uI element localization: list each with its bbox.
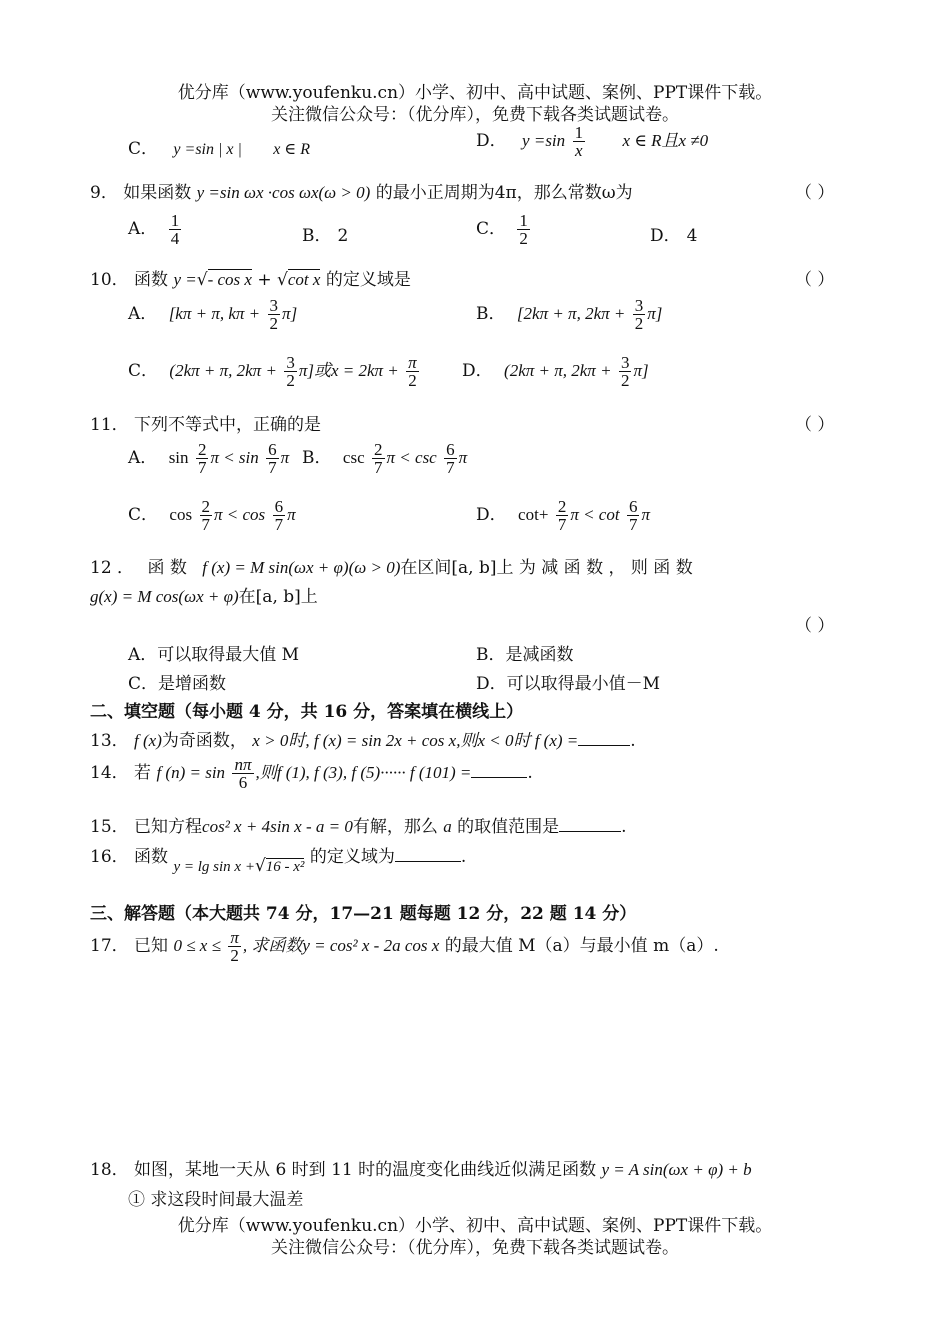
- q15-answer-blank[interactable]: [559, 817, 621, 832]
- q16-answer-blank[interactable]: [395, 847, 461, 862]
- q12-option-d: D．可以取得最小值－M: [476, 674, 661, 694]
- q16-expr-a: y = lg sin x +: [173, 859, 255, 875]
- q9-text-a: 如果函数: [123, 183, 192, 203]
- q10-option-d: D． (2kπ + π, 2kπ + $\frac{3}{2}$ π]: [462, 353, 649, 390]
- q8-d-label: D．: [476, 131, 507, 151]
- q18-text: 如图，某地一天从 6 时到 11 时的温度变化曲线近似满足函数: [134, 1160, 597, 1180]
- q15-text-c: 的取值范围是: [457, 817, 560, 837]
- q11-text: 下列不等式中，正确的是: [134, 415, 322, 435]
- q9-option-b: B． 2: [302, 226, 349, 246]
- q10-option-b: B． [2kπ + π, 2kπ + $\frac{3}{2}$ π]: [476, 296, 663, 333]
- q16-number: 16．: [90, 847, 129, 867]
- q10-stem: 10． 函数 y =√- cos x + √cot x 的定义域是: [90, 270, 411, 290]
- q16: 16． 函数 y = lg sin x +√16 - x² 的定义域为 .: [90, 847, 467, 876]
- section-2-title: 二、填空题（每小题 4 分，共 16 分，答案填在横线上）: [90, 702, 524, 722]
- q16-text-b: 的定义域为: [309, 847, 395, 867]
- q14: 14． 若 f (n) = sin $\frac{n\pi}{6}$ ,则f (1), f (3), f (5)······ f (101) = .: [90, 755, 533, 792]
- q16-text-a: 函数: [134, 847, 169, 867]
- q12-text-b: 在区间[a, b]上 为 减 函 数 ， 则 函 数: [400, 558, 693, 578]
- q16-root: 16 - x²: [265, 859, 305, 875]
- q9-option-c: C． $\frac{1}{2}$: [476, 211, 528, 248]
- q11-option-c: C． cos $\frac{2}{7}$ π < cos $\frac{6}{7}$ π: [128, 497, 296, 534]
- q12-option-c: C．是增函数: [128, 674, 227, 694]
- q17-text-a: 已知: [134, 936, 169, 956]
- q13-expr-b: x > 0时, f (x) = sin 2x + cos x,则x < 0时 f (x) =: [252, 731, 579, 750]
- footer-line-2: 关注微信公众号：（优分库），免费下载各类试题试卷。: [271, 1238, 679, 1258]
- header-line-1: 优分库（www.youfenku.cn）小学、初中、高中试题、案例、PPT课件下载。: [177, 83, 773, 103]
- q11-stem: [90, 410, 321, 435]
- q8-c-domain: x ∈ R: [273, 141, 311, 158]
- q8-d-lhs: y =sin: [522, 131, 566, 150]
- section-3-title: 三、解答题（本大题共 74 分，17—21 题每题 12 分，22 题 14 分）: [90, 904, 637, 924]
- q9-option-d: D． 4: [650, 226, 698, 246]
- q8-c-expr: y =sin | x |: [173, 141, 242, 158]
- q9-stem: [90, 178, 633, 203]
- q9-expr: y =sin ωx ·cos ωx(ω > 0): [196, 183, 371, 202]
- q10-option-a: A． [kπ + π, kπ + $\frac{3}{2}$ π]: [128, 296, 298, 333]
- q10-option-c: C． (2kπ + π, 2kπ + $\frac{3}{2}$ π]或x = 2kπ + $\frac{\pi}{2}$: [128, 353, 417, 390]
- q8-d-domain: x ∈ R且x ≠0: [622, 131, 709, 150]
- q14-expr-b: ,则f (1), f (3), f (5)······ f (101) =: [255, 763, 472, 782]
- q9-text-b: 的最小正周期为4π，那么常数ω为: [375, 183, 633, 203]
- q10-root-1: - cos x: [207, 270, 252, 289]
- q9-option-a: A． $\frac{1}{4}$: [128, 211, 180, 248]
- q17-expr-a: 0 ≤ x ≤: [173, 936, 221, 955]
- q15-text-b: 有解，那么: [352, 817, 438, 837]
- q11-option-d: D． cot+ $\frac{2}{7}$ π < cot $\frac{6}{7}$ π: [476, 497, 651, 534]
- q10-number: 10．: [90, 270, 129, 290]
- q18-number: 18．: [90, 1160, 129, 1180]
- q9-number: 9．: [90, 183, 118, 203]
- q12-number: 12 ．: [90, 558, 135, 578]
- q18: [90, 1155, 752, 1180]
- q14-answer-blank[interactable]: [471, 763, 527, 778]
- q14-expr-a: f (n) = sin: [156, 763, 226, 782]
- q14-text-a: 若: [134, 763, 152, 783]
- q10-expr-a: y =: [173, 270, 197, 289]
- q9-answer-paren: （ ）: [795, 183, 835, 203]
- q13-number: 13．: [90, 731, 129, 751]
- q17-text-b: 的最大值 M（a）与最小值 m（a）.: [444, 936, 719, 956]
- q18-sub-1: ① 求这段时间最大温差: [128, 1190, 304, 1210]
- q13-text-a: 为奇函数，: [161, 731, 247, 751]
- q11-answer-paren: （ ）: [795, 415, 835, 435]
- q8-option-d: [476, 124, 708, 159]
- q17: 17． 已知 0 ≤ x ≤ $\frac{\pi}{2}$ , 求函数y = cos² x - 2a cos x 的最大值 M（a）与最小值 m（a）.: [90, 928, 719, 965]
- header-line-2: 关注微信公众号：（优分库），免费下载各类试题试卷。: [271, 105, 679, 125]
- q12-text-c: 在[a, b]上: [238, 587, 318, 607]
- q11-number: 11．: [90, 415, 129, 435]
- q12-option-b: B．是减函数: [476, 645, 574, 665]
- q18-expr: y = A sin(ωx + φ) + b: [601, 1160, 752, 1179]
- q8-option-c: [128, 134, 310, 159]
- q17-expr-b: , 求函数y = cos² x - 2a cos x: [242, 936, 440, 955]
- q10-text-b: 的定义域是: [325, 270, 411, 290]
- q12-answer-paren: （ ）: [795, 616, 835, 636]
- q13-expr-a: f (x): [134, 731, 162, 750]
- q11-option-b: B． csc $\frac{2}{7}$ π < csc $\frac{6}{7}$ π: [302, 440, 468, 477]
- q15-expr: cos² x + 4sin x - a = 0: [202, 817, 353, 836]
- footer-line-1: 优分库（www.youfenku.cn）小学、初中、高中试题、案例、PPT课件下载。: [177, 1216, 773, 1236]
- q11-option-a: A． sin $\frac{2}{7}$ π < sin $\frac{6}{7}$ π: [128, 440, 290, 477]
- q15-number: 15．: [90, 817, 129, 837]
- q12-option-a: A．可以取得最大值 M: [128, 645, 300, 665]
- q8-d-fraction: $\frac{1}{x}$: [574, 123, 584, 160]
- q15: 15． 已知方程cos² x + 4sin x - a = 0有解，那么 a 的取值范围是 .: [90, 817, 627, 837]
- q12-expr-a: f (x) = M sin(ωx + φ)(ω > 0): [202, 558, 401, 577]
- q10-answer-paren: （ ）: [795, 270, 835, 290]
- q17-number: 17．: [90, 936, 129, 956]
- q12-stem-line-2: [90, 582, 318, 607]
- q12-expr-b: g(x) = M cos(ωx + φ): [90, 587, 239, 606]
- q12-text-a: 函 数: [147, 558, 187, 578]
- q15-text-a: 已知方程: [134, 817, 203, 837]
- q8-c-label: C．: [128, 139, 159, 159]
- q10-text-a: 函数: [134, 270, 169, 290]
- q13-answer-blank[interactable]: [578, 731, 630, 746]
- q14-number: 14．: [90, 763, 129, 783]
- q10-root-2: cot x: [287, 270, 321, 289]
- q12-stem-line-1: [90, 553, 860, 578]
- q13: 13． f (x)为奇函数， x > 0时, f (x) = sin 2x + cos x,则x < 0时 f (x) = .: [90, 731, 636, 751]
